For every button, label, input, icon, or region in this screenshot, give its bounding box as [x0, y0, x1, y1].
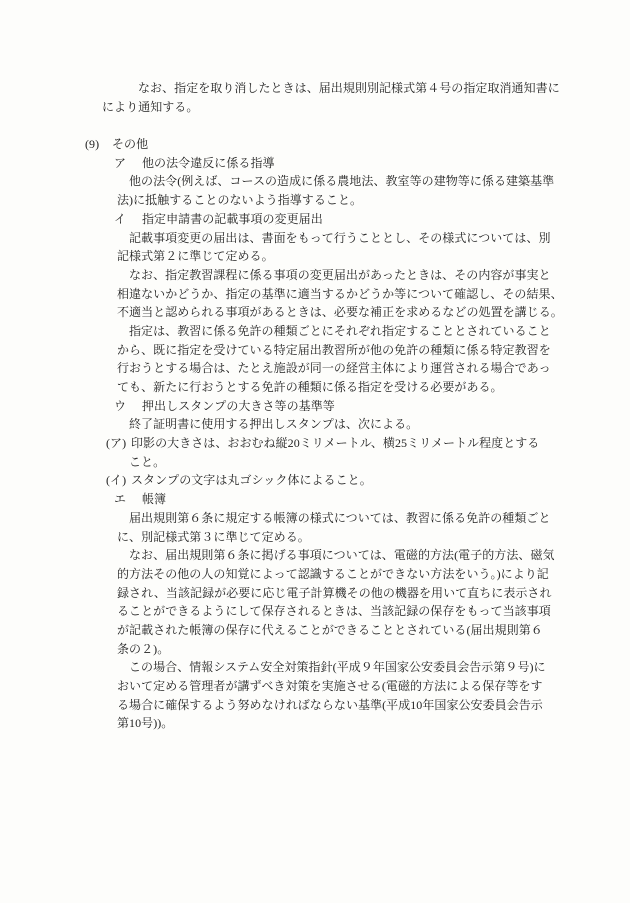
text-line — [0, 415, 630, 434]
text-line — [0, 640, 630, 659]
text-line — [0, 378, 630, 397]
text-run: ウ — [114, 398, 127, 413]
text-line — [0, 658, 630, 677]
text-line — [0, 453, 630, 472]
text-run: 録され、当該記録が必要に応じ電子計算機その他の機器を用いて直ちに表示され — [117, 585, 552, 600]
text-run: (ア) — [106, 436, 127, 451]
text-run: この場合、情報システム安全対策指針(平成９年国家公安委員会告示第９号)に — [129, 660, 546, 675]
text-line — [0, 79, 630, 98]
text-run: おいて定める管理者が講ずべき対策を実施させる(電磁的方法による保存等をす — [117, 679, 543, 693]
text-line — [0, 490, 630, 509]
text-run: 不適当と認められる事項があるときは、必要な補正を求めるなどの処置を講じる。 — [117, 305, 563, 320]
text-line — [0, 677, 630, 696]
text-line — [0, 210, 630, 229]
text-run: 帳簿 — [142, 492, 167, 507]
text-run: なお、届出規則第６条に掲げる事項については、電磁的方法(電子的方法、磁気 — [129, 548, 555, 563]
text-line — [0, 359, 630, 378]
text-run: 条の２)。 — [117, 641, 170, 656]
text-line — [0, 471, 630, 490]
document-body — [0, 79, 630, 733]
text-line — [0, 285, 630, 304]
text-run: ることができるようにして保存されるときは、当該記録の保存をもって当該事項 — [117, 604, 551, 619]
text-run: ア — [114, 155, 127, 170]
text-run: スタンプの文字は丸ゴシック体によること。 — [131, 473, 372, 488]
text-line — [0, 696, 630, 715]
text-line — [0, 154, 630, 173]
text-run: 記載事項変更の届出は、書面をもって行うこととし、その様式については、別 — [129, 230, 551, 245]
text-line — [0, 565, 630, 584]
text-line — [0, 397, 630, 416]
text-run: 法)に抵触することのないよう指導すること。 — [117, 193, 363, 208]
text-line — [0, 528, 630, 547]
text-run: 印影の大きさは、おおむね縦20ミリメートル、横25ミリメートル程度とする — [131, 436, 540, 451]
text-run: により通知する。 — [102, 99, 199, 114]
text-run: イ — [114, 211, 127, 226]
text-line — [0, 303, 630, 322]
text-line — [0, 509, 630, 528]
text-run: 押出しスタンプの大きさ等の基準等 — [142, 398, 335, 413]
text-run: る場合に確保するよう努めなければならない基準(平成10年国家公安委員会告示 — [117, 697, 543, 712]
text-line — [0, 98, 630, 117]
text-run: その他 — [112, 137, 149, 152]
text-run: (9) — [85, 137, 100, 152]
text-line — [0, 135, 630, 154]
text-run: が記載された帳簿の保存に代えることができることとされている(届出規則第６ — [117, 622, 543, 637]
text-line — [0, 172, 630, 191]
text-run: から、既に指定を受けている特定届出教習所が他の免許の種類に係る特定教習を — [117, 342, 551, 357]
text-run: 的方法その他の人の知覚によって認識することができない方法をいう。)により記 — [117, 566, 549, 581]
text-run: 他の法令(例えば、コースの造成に係る農地法、教室等の建物等に係る建築基準 — [129, 174, 555, 189]
text-run: なお、指定を取り消したときは、届出規則別記様式第４号の指定取消通知書に — [138, 81, 560, 95]
text-line — [0, 322, 630, 341]
text-run: に、別記様式第３に準じて定める。 — [117, 529, 310, 544]
text-run: 相違ないかどうか、指定の基準に適当するかどうか等について確認し、その結果、 — [117, 286, 563, 301]
text-run: 他の法令違反に係る指導 — [142, 155, 275, 170]
text-line — [0, 584, 630, 603]
text-run: 記様式第２に準じて定める。 — [117, 249, 274, 264]
text-run: 指定は、教習に係る免許の種類ごとにそれぞれ指定することとされていること — [129, 323, 551, 338]
text-line — [0, 116, 630, 135]
text-run: 行おうとする場合は、たとえ施設が同一の経営主体により運営される場合であっ — [117, 361, 551, 376]
text-run: 指定申請書の記載事項の変更届出 — [142, 211, 323, 226]
text-line — [0, 191, 630, 210]
text-run: 第10号))。 — [117, 716, 174, 731]
text-run: エ — [114, 492, 127, 507]
text-run: ても、新たに行おうとする免許の種類に係る指定を受ける必要がある。 — [117, 380, 503, 394]
text-run: こと。 — [129, 454, 166, 469]
text-line — [0, 621, 630, 640]
text-run: (イ) — [106, 473, 127, 488]
text-line — [0, 266, 630, 285]
text-run: 終了証明書に使用する押出しスタンプは、次による。 — [129, 417, 419, 432]
text-run: 届出規則第６条に規定する帳簿の様式については、教習に係る免許の種類ごと — [129, 510, 551, 525]
text-line — [0, 602, 630, 621]
text-line — [0, 434, 630, 453]
text-run: なお、指定教習課程に係る事項の変更届出があったときは、その内容が事実と — [129, 267, 551, 282]
text-line — [0, 714, 630, 733]
text-line — [0, 341, 630, 360]
text-line — [0, 247, 630, 266]
text-line — [0, 546, 630, 565]
text-line — [0, 229, 630, 248]
